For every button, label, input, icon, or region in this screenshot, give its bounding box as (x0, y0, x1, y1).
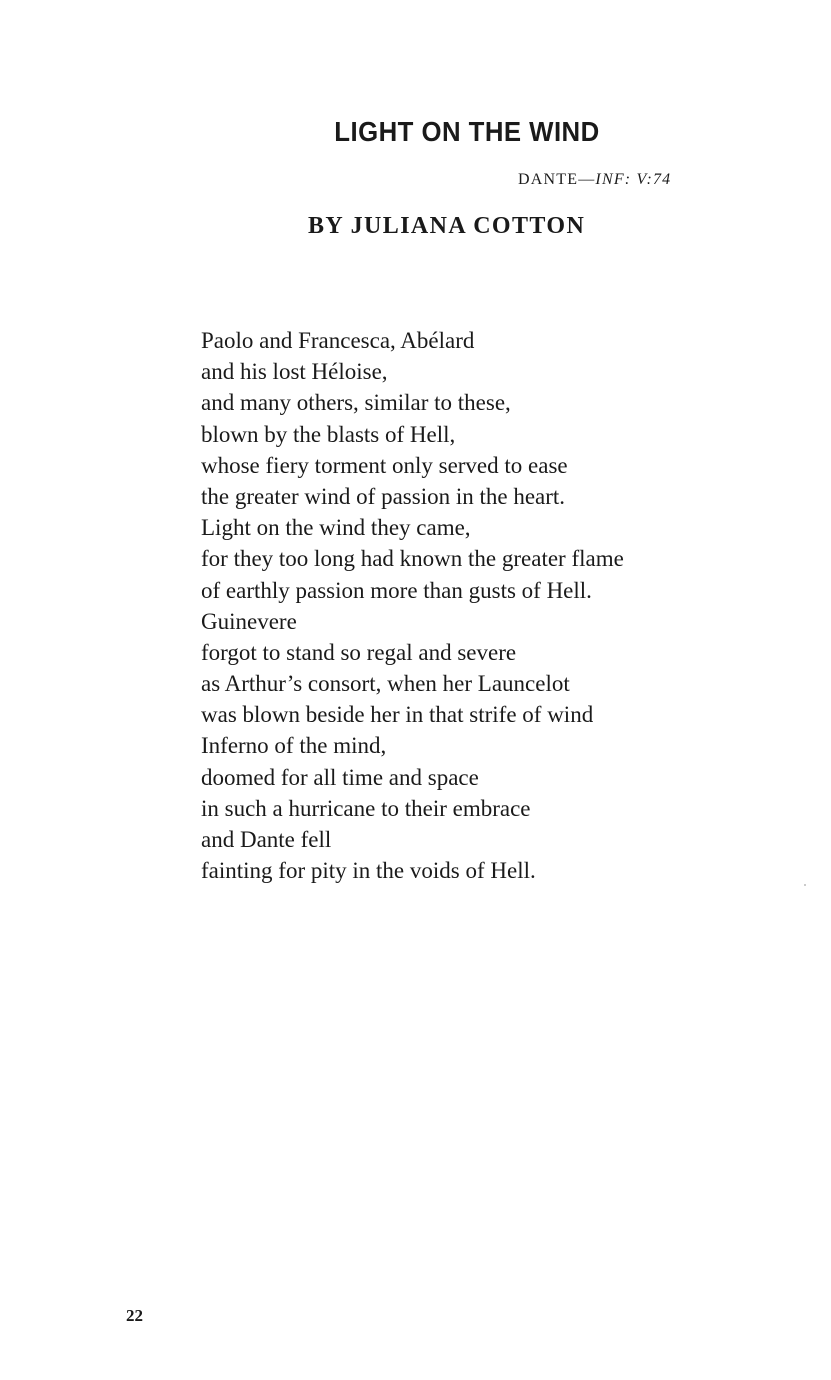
poem-line: blown by the blasts of Hell, (201, 421, 456, 447)
poem-line: Guinevere (201, 608, 297, 634)
epigraph-reference: INF: V:74 (595, 171, 672, 188)
paper-speck (804, 884, 806, 886)
poem-line: of earthly passion more than gusts of Hell. (201, 577, 592, 603)
poem-line: was blown beside her in that strife of wind (201, 702, 594, 728)
poem-line: and many others, similar to these, (201, 390, 511, 416)
poem-line: in such a hurricane to their embrace (201, 795, 531, 821)
epigraph-source: DANTE— (518, 171, 596, 188)
poem-line: forgot to stand so regal and severe (201, 639, 517, 665)
poem-body (201, 325, 624, 886)
page-number: 22 (126, 1306, 143, 1325)
poem-line: for they too long had known the greater flame (201, 546, 624, 572)
poem-line: as Arthur’s consort, when her Launcelot (201, 671, 570, 697)
poem-line: the greater wind of passion in the heart. (201, 483, 566, 509)
poem-line: and Dante fell (201, 827, 332, 852)
byline: BY JULIANA COTTON (308, 213, 586, 239)
poem-title: LIGHT ON THE WIND (334, 116, 600, 147)
epigraph (518, 171, 671, 189)
poem-line: fainting for pity in the voids of Hell. (201, 858, 536, 884)
poem-line: Inferno of the mind, (201, 733, 387, 759)
poem-line: whose fiery torment only served to ease (201, 452, 568, 478)
poem-line: Paolo and Francesca, Abélard (201, 328, 475, 353)
poem-line: and his lost Héloise, (201, 359, 388, 385)
poem-line: Light on the wind they came, (201, 515, 471, 541)
poem-line: doomed for all time and space (201, 764, 479, 790)
